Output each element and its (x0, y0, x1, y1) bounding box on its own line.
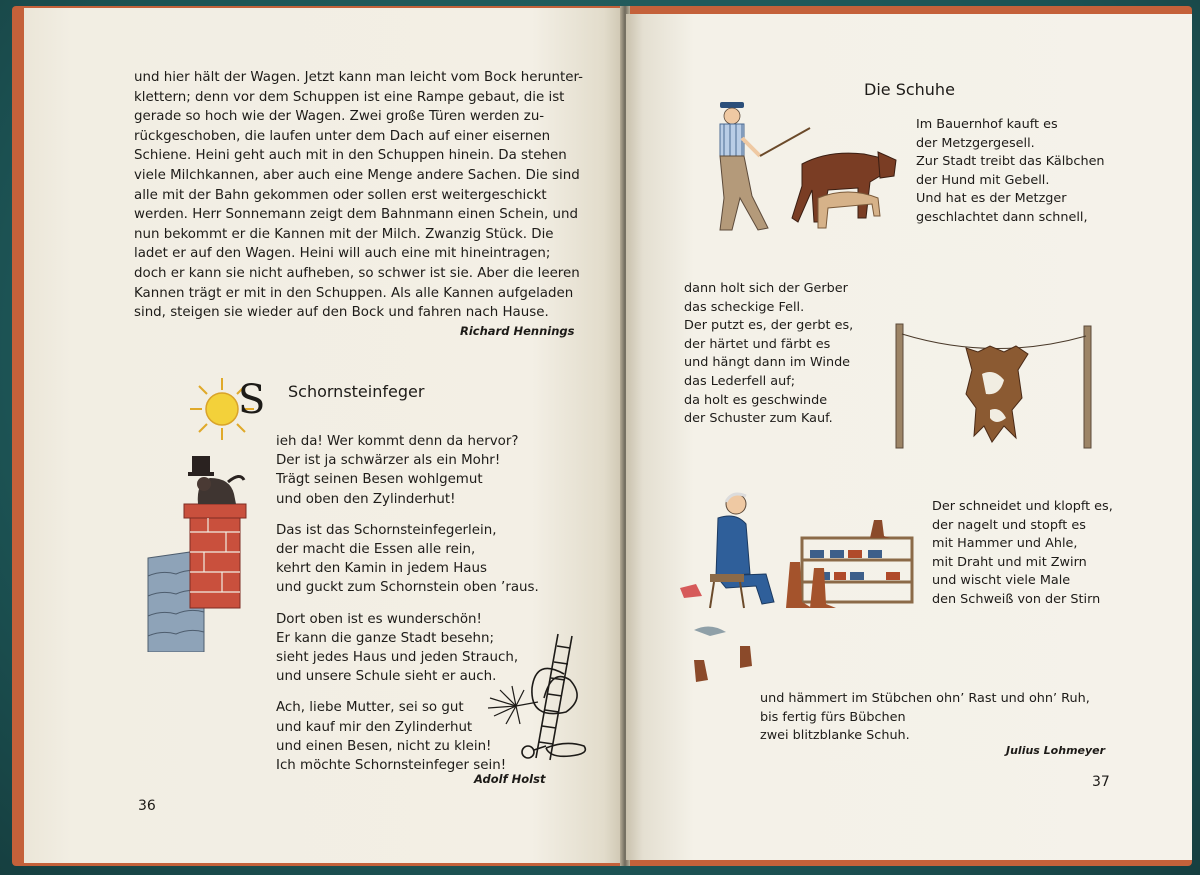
poem-line: mit Draht und mit Zwirn (932, 554, 1087, 570)
poem-line: ieh da! Wer kommt denn da hervor? (276, 434, 519, 449)
poem-line: das Lederfell auf; (684, 373, 796, 389)
prose-line: und hier hält der Wagen. Jetzt kann man leicht vom Bock herunter- (134, 70, 583, 85)
poem-line: mit Hammer und Ahle, (932, 536, 1078, 552)
poem-line: Dort oben ist es wunderschön! (276, 611, 482, 627)
poem-line: der härtet und färbt es (684, 336, 831, 352)
poem-line: der Schuster zum Kauf. (684, 411, 833, 427)
poem-line: Ich möchte Schornsteinfeger sein! (276, 758, 507, 774)
prose-line: viele Milchkannen, aber auch eine Menge andere Sachen. Die sind (134, 167, 580, 183)
prose-line: Kannen trägt er mit in den Schuppen. Als alle Kannen aufgeladen (134, 285, 574, 301)
poem-line: kehrt den Kamin in jedem Haus (276, 561, 487, 577)
poem-line: den Schweiß von der Stirn (932, 591, 1101, 607)
poem-line: da holt es geschwinde (684, 392, 828, 408)
poem-line: Und hat es der Metzger (916, 191, 1067, 207)
poem-line: und wischt viele Male (932, 573, 1071, 589)
ladder-brush-illustration (486, 628, 590, 768)
poem-line: geschlachtet dann schnell, (916, 209, 1088, 225)
prose-line: werden. Herr Sonnemann zeigt dem Bahnmann einen Schein, und (134, 207, 579, 223)
poem-line: Das ist das Schornsteinfegerlein, (276, 522, 497, 538)
poem-line: und einen Besen, nicht zu klein! (276, 738, 492, 754)
poem-line: sieht jedes Haus und jeden Strauch, (276, 650, 519, 666)
prose-line: Schiene. Heini geht auch mit in den Schuppen hinein. Da stehen (134, 148, 567, 164)
farmer-calf-illustration (698, 98, 918, 238)
page-number: 36 (138, 798, 156, 814)
poem-author: Adolf Holst (474, 772, 546, 786)
poem-line: bis fertig fürs Bübchen (760, 709, 906, 725)
hanging-hide-illustration (886, 314, 1116, 450)
poem-line: das scheckige Fell. (684, 299, 805, 315)
stanza (276, 521, 539, 598)
poem-line: der Metzgergesell. (916, 135, 1035, 151)
poem-line: der Hund mit Gebell. (916, 172, 1050, 188)
prose-line: doch er kann sie nicht aufheben, so schwer ist sie. Aber die leeren (134, 265, 580, 281)
prose-line: nun bekommt er die Kannen mit der Milch. Zwanzig Stück. Die (134, 226, 554, 242)
left-page (24, 8, 622, 863)
stanza-1 (916, 116, 1105, 228)
prose-text (134, 68, 606, 323)
poem-title: Die Schuhe (864, 80, 955, 99)
prose-line: rückgeschoben, die laufen unter dem Dach auf einer eisernen (134, 128, 551, 144)
poem-line: der macht die Essen alle rein, (276, 542, 476, 558)
poem-line: Der schneidet und klopft es, (932, 499, 1113, 514)
poem-line: Der ist ja schwärzer als ein Mohr! (276, 453, 501, 469)
poem-line: Trägt seinen Besen wohlgemut (276, 472, 483, 488)
stanza-2 (684, 280, 853, 429)
prose-line: gerade so hoch wie der Wagen. Zwei große Türen werden zu- (134, 109, 545, 125)
poem-line: Er kann die ganze Stadt besehn; (276, 630, 495, 646)
poem-line: Ach, liebe Mutter, sei so gut (276, 700, 464, 716)
prose-line: alle mit der Bahn gekommen oder sollen erst weitergeschickt (134, 187, 547, 203)
poem-line: Im Bauernhof kauft es (916, 117, 1058, 132)
prose-author: Richard Hennings (460, 324, 575, 338)
poem-title: Schornsteinfeger (288, 382, 425, 401)
poem-line: und hämmert im Stübchen ohn’ Rast und ohn’ Ruh, (760, 691, 1090, 706)
poem-line: und kauf mir den Zylinderhut (276, 719, 473, 735)
cobbler-illustration (670, 484, 920, 694)
poem-line: und guckt zum Schornstein oben ’raus. (276, 580, 539, 596)
poem-line: Zur Stadt treibt das Kälbchen (916, 154, 1105, 170)
prose-line: ladet er auf den Wagen. Heini will auch eine mit hineintragen; (134, 246, 551, 262)
poem-line: zwei blitzblanke Schuh. (760, 728, 910, 744)
poem-line: Der putzt es, der gerbt es, (684, 318, 854, 334)
poem-author: Julius Lohmeyer (1006, 744, 1106, 757)
poem-line: und oben den Zylinderhut! (276, 491, 456, 507)
poem-line: der nagelt und stopft es (932, 517, 1086, 533)
right-page (626, 14, 1192, 860)
page-number: 37 (1092, 774, 1110, 790)
prose-line: klettern; denn vor dem Schuppen ist eine Rampe gebaut, die ist (134, 89, 565, 105)
stanza-4 (760, 690, 1090, 746)
chimney-sweep-illustration (144, 454, 250, 652)
poem-line: und unsere Schule sieht er auch. (276, 669, 497, 685)
stanza (276, 432, 539, 509)
prose-line: sind, steigen sie wieder auf den Bock und fahren nach Hause. (134, 305, 549, 321)
stanza-3 (932, 498, 1113, 610)
poem-line: dann holt sich der Gerber (684, 281, 848, 296)
drop-cap: S (238, 377, 266, 423)
poem-line: und hängt dann im Winde (684, 355, 851, 371)
